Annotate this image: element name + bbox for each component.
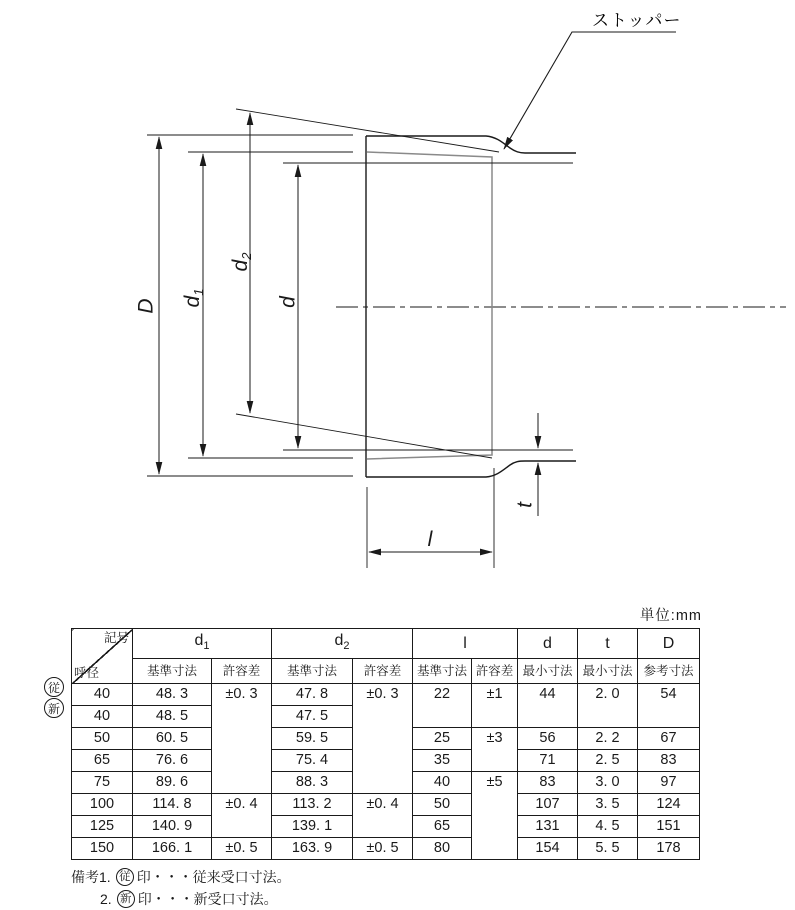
table-cell: 124 — [638, 794, 700, 816]
dim-label-d2: $d_2$ — [228, 252, 254, 272]
table-subheader-row — [72, 659, 700, 684]
table-cell: 83 — [518, 772, 578, 794]
table-cell: ±1 — [472, 684, 518, 728]
table-cell: ±0. 4 — [353, 794, 413, 838]
header-t: t — [578, 629, 638, 659]
table-cell: 151 — [638, 816, 700, 838]
table-cell: ±0. 4 — [212, 794, 272, 838]
table-cell: 25 — [413, 728, 472, 750]
stopper-leader-line — [504, 32, 676, 149]
table-cell: 47. 8 — [272, 684, 353, 706]
remark-line — [71, 866, 704, 888]
table-cell: 80 — [413, 838, 472, 860]
subheader-min: 最小寸法 — [578, 659, 638, 684]
table-cell: 40 — [413, 772, 472, 794]
table-cell: 75 — [72, 772, 133, 794]
row-mark-new: 新 — [44, 698, 64, 718]
table-cell: 3. 5 — [578, 794, 638, 816]
table-cell: 178 — [638, 838, 700, 860]
table-cell: 40 — [72, 706, 133, 728]
dimension-labels — [135, 252, 537, 551]
table-cell: 125 — [72, 816, 133, 838]
remark-text: 印・・・新受口寸法。 — [137, 891, 278, 908]
table-cell: 114. 8 — [133, 794, 212, 816]
table-cell: 5. 5 — [578, 838, 638, 860]
dimension-lines — [159, 113, 538, 552]
subheader-standard: 基準寸法 — [413, 659, 472, 684]
table-row — [72, 684, 700, 706]
table-header-row — [72, 629, 700, 659]
table-cell: ±0. 3 — [212, 684, 272, 794]
table-row — [72, 838, 700, 860]
table-cell: 97 — [638, 772, 700, 794]
header-corner-cell — [72, 629, 133, 684]
table-cell: 50 — [72, 728, 133, 750]
table-cell: 154 — [518, 838, 578, 860]
subheader-tolerance: 許容差 — [472, 659, 518, 684]
header-d1: $d_1$ — [133, 629, 272, 659]
dim-label-d1: $d_1$ — [180, 288, 206, 308]
table-cell: 163. 9 — [272, 838, 353, 860]
dim-label-l: l — [427, 528, 433, 551]
subheader-tolerance: 許容差 — [212, 659, 272, 684]
table-cell: 60. 5 — [133, 728, 212, 750]
remark-mark-new: 新 — [117, 890, 135, 908]
socket-outline — [366, 136, 576, 477]
table-cell: 2. 5 — [578, 750, 638, 772]
table-cell: 139. 1 — [272, 816, 353, 838]
header-d: d — [518, 629, 578, 659]
header-d2: $d_2$ — [272, 629, 413, 659]
subheader-ref: 参考寸法 — [638, 659, 700, 684]
dim-label-t: t — [513, 502, 537, 508]
table-cell: 76. 6 — [133, 750, 212, 772]
subheader-standard: 基準寸法 — [272, 659, 353, 684]
table-cell: 131 — [518, 816, 578, 838]
subheader-standard: 基準寸法 — [133, 659, 212, 684]
dim-label-d: d — [276, 296, 300, 308]
stopper-label: ストッパー — [592, 11, 682, 30]
table-cell: 3. 0 — [578, 772, 638, 794]
table-cell: 75. 4 — [272, 750, 353, 772]
table-row — [72, 794, 700, 816]
table-cell: 107 — [518, 794, 578, 816]
table-cell: 113. 2 — [272, 794, 353, 816]
table-cell: 166. 1 — [133, 838, 212, 860]
table-cell: 89. 6 — [133, 772, 212, 794]
table-cell: 83 — [638, 750, 700, 772]
header-l: l — [413, 629, 518, 659]
table-cell: 48. 5 — [133, 706, 212, 728]
table-cell: 150 — [72, 838, 133, 860]
header-D: D — [638, 629, 700, 659]
table-cell: 65 — [413, 816, 472, 838]
header-nominal-dia: 呼径 — [74, 666, 100, 681]
table-cell: 2. 0 — [578, 684, 638, 728]
table-cell: 50 — [413, 794, 472, 816]
dim-label-D: D — [134, 298, 158, 314]
table-cell: 4. 5 — [578, 816, 638, 838]
table-cell: 65 — [72, 750, 133, 772]
remark-text: 印・・・従来受口寸法。 — [136, 869, 291, 886]
subheader-tolerance: 許容差 — [353, 659, 413, 684]
table-cell: 56 — [518, 728, 578, 750]
row-mark-conventional: 従 — [44, 677, 64, 697]
table-cell: ±3 — [472, 728, 518, 772]
table-cell: 59. 5 — [272, 728, 353, 750]
dimension-table-block — [44, 606, 704, 910]
remark-line — [100, 888, 704, 910]
remark-number: 2. — [100, 891, 112, 908]
socket-inner-taper — [367, 152, 492, 459]
subheader-min: 最小寸法 — [518, 659, 578, 684]
table-cell: 88. 3 — [272, 772, 353, 794]
table-cell: ±0. 5 — [212, 838, 272, 860]
remarks — [71, 866, 704, 910]
table-cell: 40 — [72, 684, 133, 706]
table-cell: 2. 2 — [578, 728, 638, 750]
table-cell: 71 — [518, 750, 578, 772]
table-cell: 44 — [518, 684, 578, 728]
table-cell: 48. 3 — [133, 684, 212, 706]
remark-number: 備考1. — [71, 869, 111, 886]
table-cell: ±0. 5 — [353, 838, 413, 860]
table-cell: 67 — [638, 728, 700, 750]
table-cell: 140. 9 — [133, 816, 212, 838]
extension-lines — [147, 109, 573, 568]
table-cell: 22 — [413, 684, 472, 728]
table-cell: ±5 — [472, 772, 518, 860]
table-cell: 47. 5 — [272, 706, 353, 728]
table-cell: 100 — [72, 794, 133, 816]
unit-label: 単位:mm — [639, 608, 702, 624]
remark-mark-conventional: 従 — [116, 868, 134, 886]
table-cell: 35 — [413, 750, 472, 772]
table-cell: 54 — [638, 684, 700, 728]
table-cell: ±0. 3 — [353, 684, 413, 794]
header-symbol: 記号 — [103, 631, 129, 645]
dimension-table — [71, 628, 700, 860]
